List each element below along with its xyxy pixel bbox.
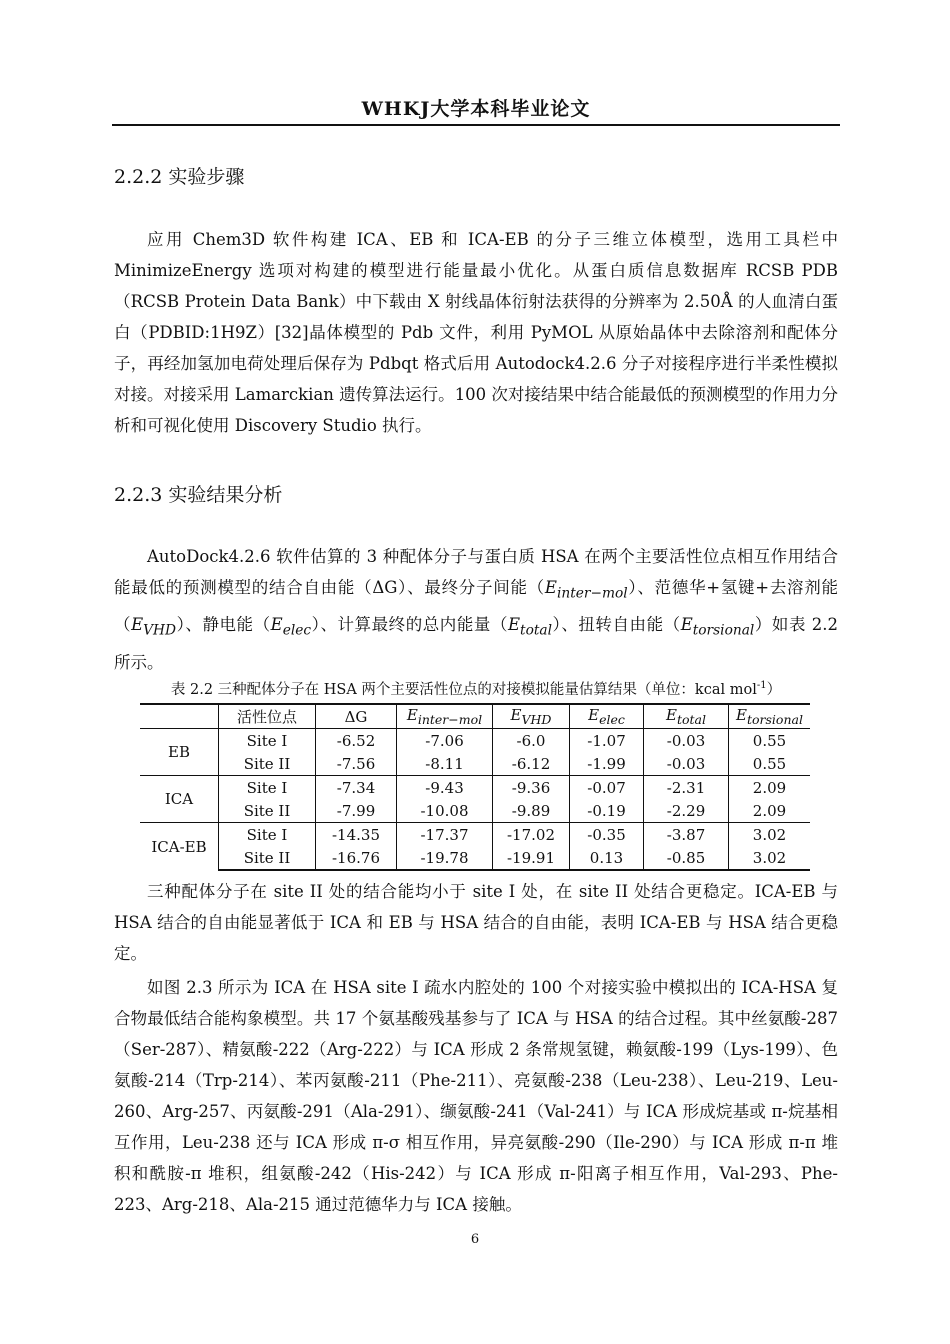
table-cell: Site I: [219, 729, 316, 753]
table-cell: 0.13: [570, 846, 644, 870]
paragraph-table-discussion: 三种配体分子在 site II 处的结合能均小于 site I 处，在 site II 处结合更稳定。ICA-EB 与 HSA 结合的自由能显著低于 ICA 和 EB 与 HSA 结合的自由能，表明 ICA-EB 与 HSA 结合更稳定。: [114, 882, 838, 963]
table-cell: -19.78: [397, 846, 493, 870]
table-row: [140, 776, 810, 800]
table-row: [140, 752, 810, 776]
table-cell: -7.56: [316, 752, 397, 776]
table-header-cell: $E_{total}$: [644, 704, 729, 729]
section-heading-2-2-2: 2.2.2 实验步骤: [114, 166, 245, 188]
math-e-inter: $E_{inter-mol}$: [544, 578, 628, 602]
table-row: [140, 823, 810, 847]
section-heading-2-2-3: 2.2.3 实验结果分析: [114, 484, 283, 506]
table-cell: -6.0: [493, 729, 570, 753]
table-cell: -19.91: [493, 846, 570, 870]
math-e-elec: $E_{elec}$: [270, 615, 312, 639]
table-row: [140, 729, 810, 753]
table-cell: Site I: [219, 823, 316, 847]
table-cell: Site II: [219, 846, 316, 870]
table-cell: -17.02: [493, 823, 570, 847]
table-cell: 0.55: [729, 729, 811, 753]
math-e-vhd: $E_{VHD}$: [131, 615, 177, 639]
table-cell: 3.02: [729, 846, 811, 870]
table-header-cell: $E_{elec}$: [570, 704, 644, 729]
table-cell: -14.35: [316, 823, 397, 847]
table-header-cell: 活性位点: [219, 704, 316, 729]
table-cell: -2.29: [644, 799, 729, 823]
table-cell: -0.07: [570, 776, 644, 800]
table-cell: -9.89: [493, 799, 570, 823]
table-header-cell: $E_{inter-mol}$: [397, 704, 493, 729]
paragraph-results-intro: AutoDock4.2.6 软件估算的 3 种配体分子与蛋白质 HSA 在两个主要活性位点相互作用结合能最低的预测模型的结合自由能（ΔG）、最终分子间能$(E_{inter-mol})$、范德华+氢键+去溶剂能$(E_{VHD})$、静电能$(E_{elec})$、计算最终的总内能量$(E_{total})$、扭转自由能$(E_{torsional})$如表 2.2 所示。: [114, 547, 839, 672]
table-cell: -8.11: [397, 752, 493, 776]
table-row: [140, 846, 810, 870]
table-cell: 2.09: [729, 799, 811, 823]
table-cell: -0.85: [644, 846, 729, 870]
page-number: 6: [470, 1232, 480, 1247]
table-group-label: ICA-EB: [140, 823, 219, 871]
table-cell: -3.87: [644, 823, 729, 847]
table-cell: -1.99: [570, 752, 644, 776]
table-header-cell: $E_{VHD}$: [493, 704, 570, 729]
table-cell: -0.35: [570, 823, 644, 847]
table-header-cell: $E_{torsional}$: [729, 704, 811, 729]
table-cell: -6.52: [316, 729, 397, 753]
table-cell: Site II: [219, 752, 316, 776]
table-cell: -1.07: [570, 729, 644, 753]
table-cell: -2.31: [644, 776, 729, 800]
table-cell: 3.02: [729, 823, 811, 847]
table-cell: -9.36: [493, 776, 570, 800]
running-header: WHKJ大学本科毕业论文: [361, 98, 591, 120]
table-cell: 0.55: [729, 752, 811, 776]
table-header-cell: [140, 704, 219, 729]
table-cell: -7.34: [316, 776, 397, 800]
math-e-total: $E_{total}$: [508, 615, 552, 639]
table-cell: -6.12: [493, 752, 570, 776]
table-cell: -10.08: [397, 799, 493, 823]
table-group-label: EB: [168, 743, 190, 761]
header-rule: [112, 124, 840, 126]
table-header-row: [140, 704, 810, 729]
table-cell: -9.43: [397, 776, 493, 800]
table-cell: Site I: [219, 776, 316, 800]
table-cell: -0.03: [644, 729, 729, 753]
table-cell: Site II: [219, 799, 316, 823]
energy-table: [140, 703, 810, 871]
table-cell: -16.76: [316, 846, 397, 870]
table-caption: 表 2.2 三种配体分子在 HSA 两个主要活性位点的对接模拟能量估算结果（单位：kcal mol$^{-1}$）: [170, 680, 782, 698]
table-cell: -0.03: [644, 752, 729, 776]
table-cell: -0.19: [570, 799, 644, 823]
table-cell: 2.09: [729, 776, 811, 800]
paragraph-methods: 应用 Chem3D 软件构建 ICA、EB 和 ICA-EB 的分子三维立体模型，选用工具栏中 MinimizeEnergy 选项对构建的模型进行能量最小优化。从蛋白质信息数据库 RCSB PDB（RCSB Protein Data Bank）中下载由 X 射线晶体衍射法获得的分辨率为 2.50Å 的人血清白蛋白（PDBID:1H9Z）[32]晶体模型的 Pdb 文件，利用 PyMOL 从原始晶体中去除溶剂和配体分子，再经加氢加电荷处理后保存为 Pdbqt 格式后用 Autodock4.2.6 分子对接程序进行半柔性模拟对接。对接采用 Lamarckian 遗传算法运行。100 次对接结果中结合能最低的预测模型的作用力分析和可视化使用 Discovery Studio 执行。: [114, 230, 838, 435]
table-cell: -17.37: [397, 823, 493, 847]
table-cell: -7.06: [397, 729, 493, 753]
paragraph-docking-detail: 如图 2.3 所示为 ICA 在 HSA site I 疏水内腔处的 100 个对接实验中模拟出的 ICA-HSA 复合物最低结合能构象模型。共 17 个氨基酸残基参与了 ICA 与 HSA 的结合过程。其中丝氨酸-287（Ser-287）、精氨酸-222（Arg-222）与 ICA 形成 2 条常规氢键，赖氨酸-199（Lys-199）、色氨酸-214（Trp-214）、苯丙氨酸-211（Phe-211）、亮氨酸-238（Leu-238）、Leu-219、Leu-260、Arg-257、丙氨酸-291（Ala-291）、缬氨酸-241（Val-241）与 ICA 形成烷基或 π-烷基相互作用，Leu-238 还与 ICA 形成 π-σ 相互作用，异亮氨酸-290（Ile-290）与 ICA 形成 π-π 堆积和酰胺-π 堆积，组氨酸-242（His-242）与 ICA 形成 π-阳离子相互作用，Val-293、Phe-223、Arg-218、Ala-215 通过范德华力与 ICA 接触。: [114, 978, 838, 1214]
table-header-cell: ΔG: [316, 704, 397, 729]
table-cell: -7.99: [316, 799, 397, 823]
math-e-torsional: $E_{torsional}$: [680, 615, 755, 639]
table-group-label: ICA: [140, 776, 219, 823]
table-row: [140, 799, 810, 823]
